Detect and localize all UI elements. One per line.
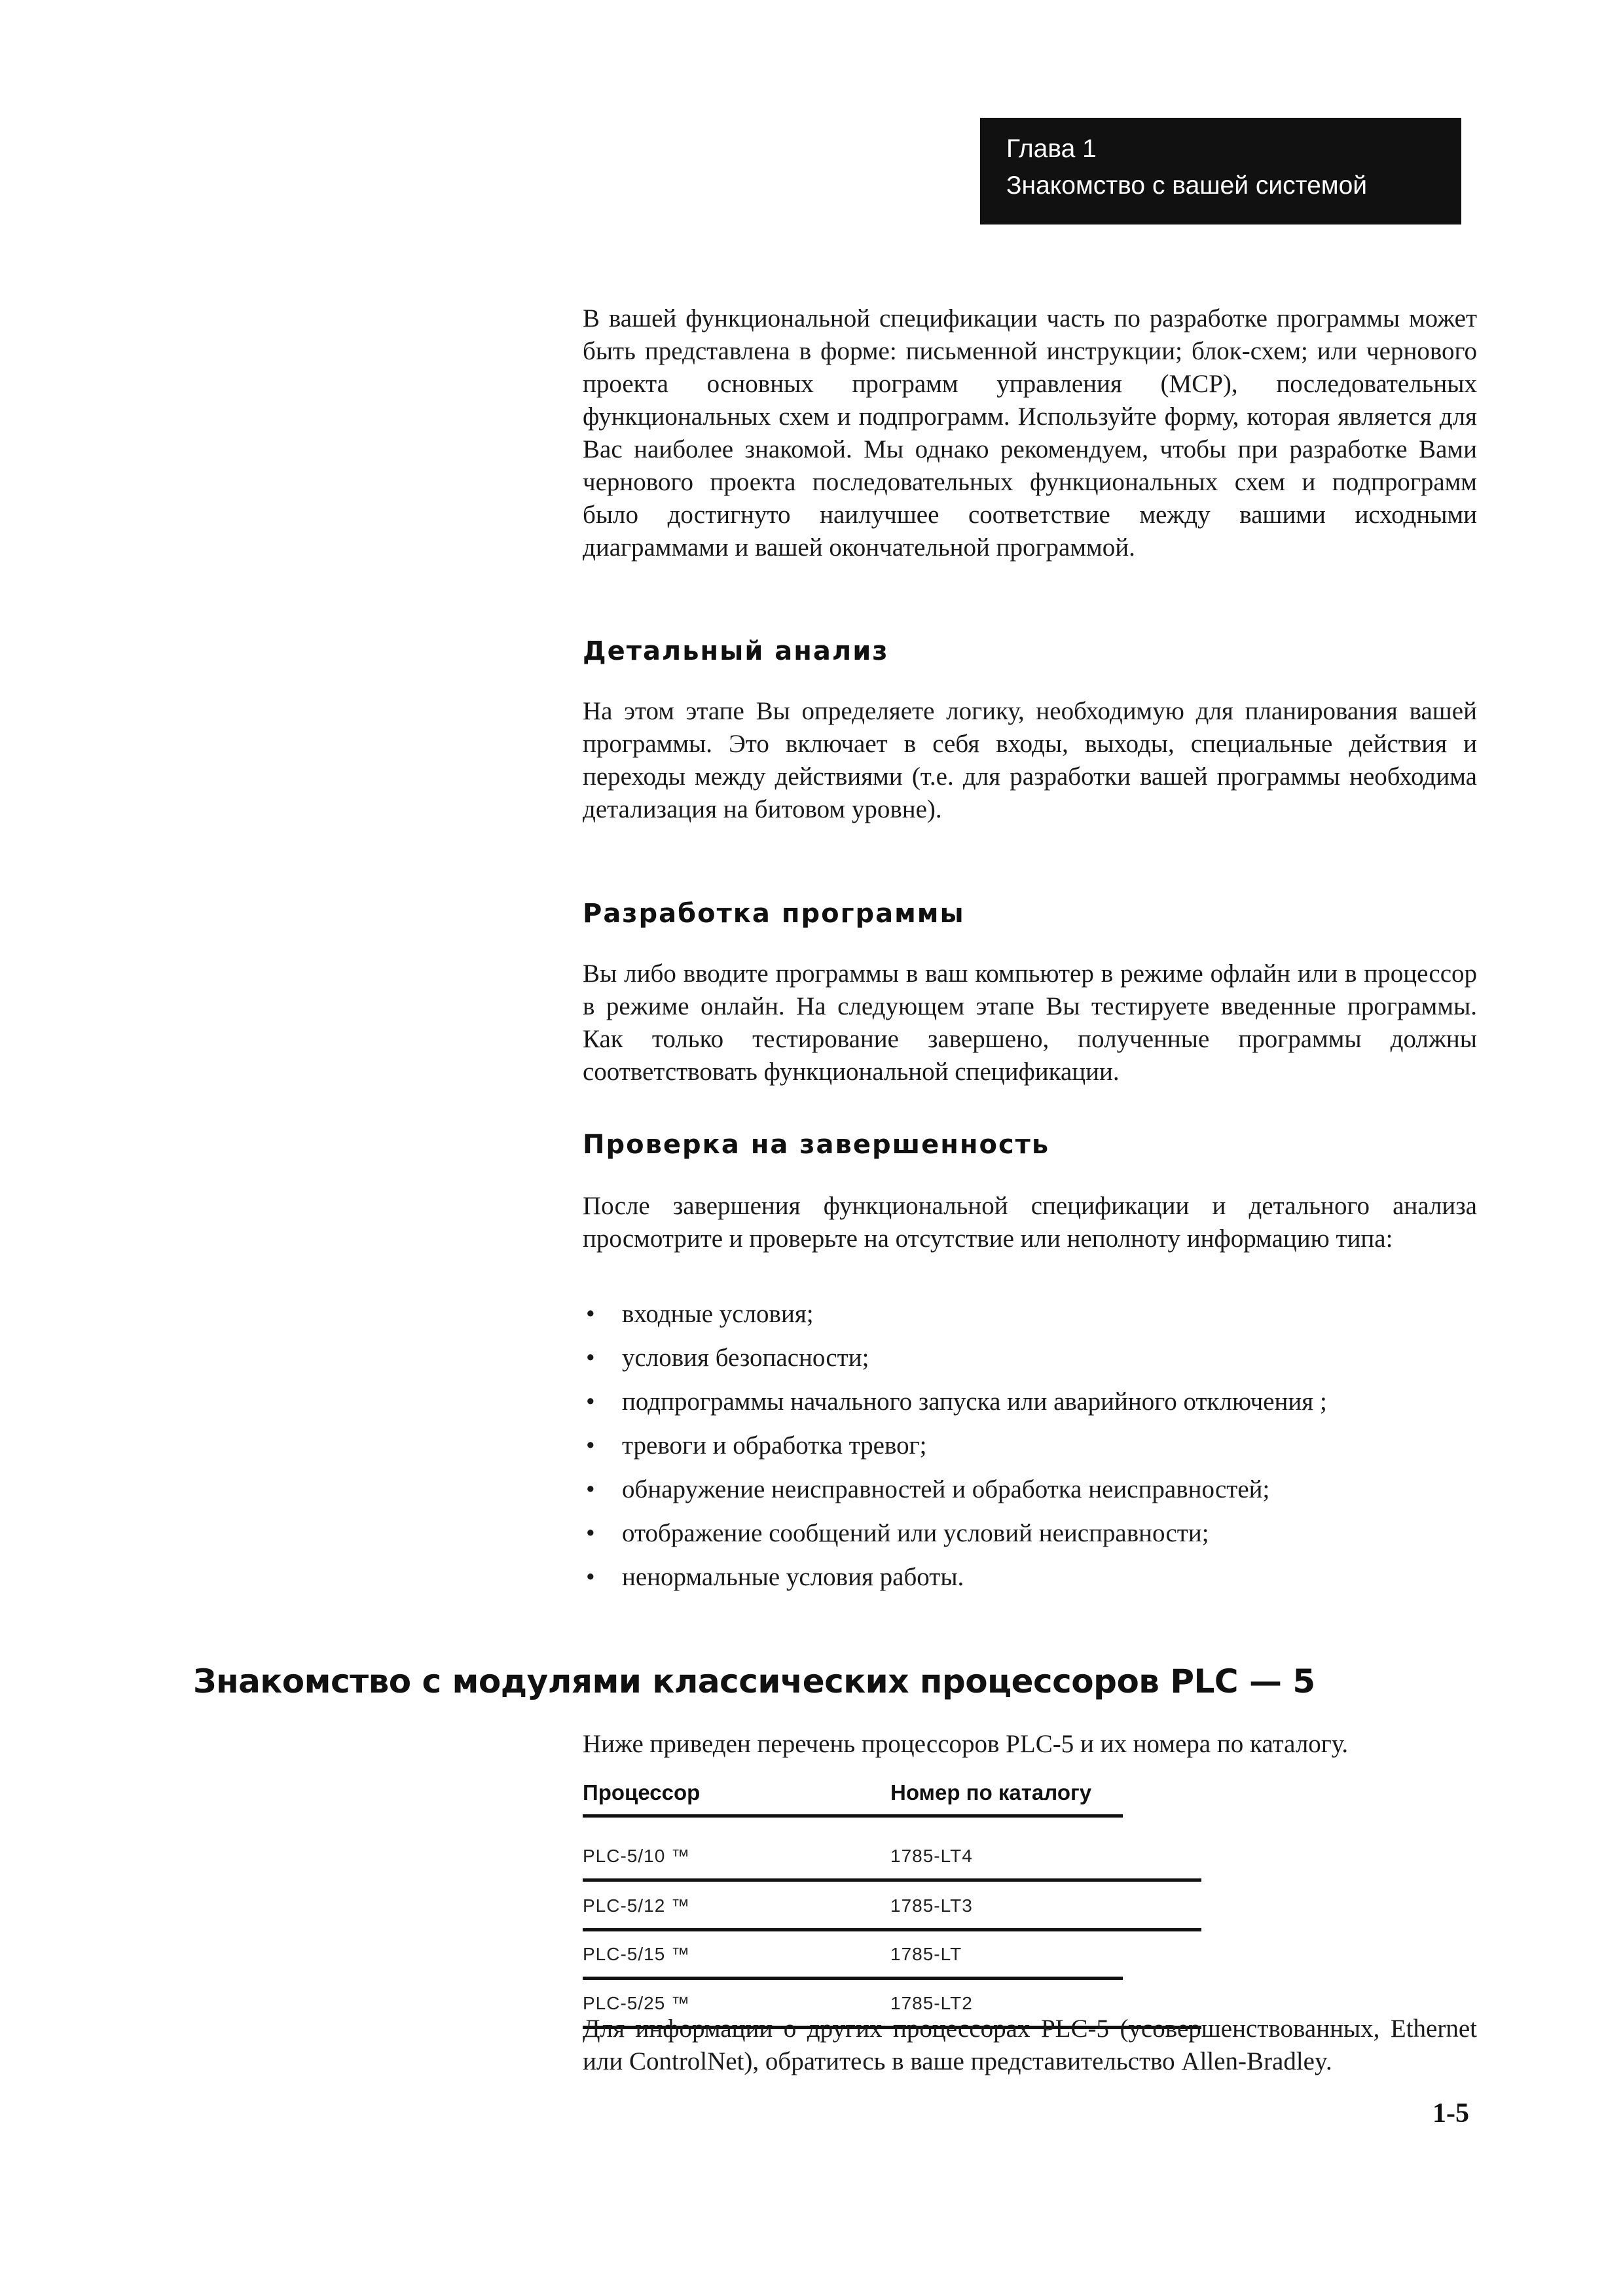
completeness-list-wrap (583, 1298, 1477, 1605)
completeness-heading-wrap (583, 1130, 1477, 1160)
bullet-icon: • (586, 1300, 595, 1328)
program-development-text: Вы либо вводите программы в ваш компьютер в режиме офлайн или в процессор в режиме онлайн. На следующем этапе Вы тестируете введенные программы. Как только тестирование завершено, полученные программы должны соответствовать функциональной спецификации. (583, 960, 1477, 1086)
processors-heading: Знакомство с модулями классических процессоров PLC — 5 (193, 1662, 1315, 1700)
completeness-section (583, 1190, 1477, 1255)
section-heading-completeness-check: Проверка на завершенность (583, 1130, 1050, 1160)
list-item: • отображение сообщений или условий неисправности; (583, 1517, 1477, 1561)
chapter-title: Знакомство с вашей системой (1006, 171, 1368, 200)
chapter-number: Глава 1 (1006, 135, 1097, 163)
bullet-icon: • (586, 1431, 595, 1460)
list-item: • условия безопасности; (583, 1342, 1477, 1386)
table-cell-processor: PLC-5/25 ™ (583, 1993, 691, 2013)
list-item: • обнаружение неисправностей и обработка неисправностей; (583, 1473, 1477, 1517)
program-development-section (583, 958, 1477, 1088)
bullet-icon: • (586, 1475, 595, 1503)
intro-section (583, 302, 1477, 564)
table-cell-processor: PLC-5/12 ™ (583, 1895, 691, 1916)
table-cell-catalog: 1785-LT4 (890, 1846, 973, 1866)
list-item: • подпрограммы начального запуска или аварийного отключения ; (583, 1386, 1477, 1429)
chapter-header (980, 118, 1461, 224)
page-number: 1-5 (1432, 2098, 1469, 2128)
bullet-icon: • (586, 1344, 595, 1372)
completeness-list (583, 1298, 1477, 1605)
list-item: • тревоги и обработка тревог; (583, 1429, 1477, 1473)
table-cell-catalog: 1785-LT2 (890, 1993, 973, 2013)
processors-footer-text: Для информации о других процессорах PLC-5 (усовершенствованных, Ethernet или ControlNet), обратитесь в ваше представительство Allen-Bradley. (583, 2015, 1477, 2075)
table-cell-processor: PLC-5/10 ™ (583, 1846, 691, 1866)
processors-footer-wrap (583, 2013, 1477, 2078)
processors-intro-wrap (583, 1728, 1477, 1761)
bullet-icon: • (586, 1519, 595, 1547)
completeness-text: После завершения функциональной спецификации и детального анализа просмотрите и проверьте на отсутствие или неполноту информацию типа: (583, 1192, 1477, 1253)
bullet-icon: • (586, 1563, 595, 1591)
table-cell-processor: PLC-5/15 ™ (583, 1944, 691, 1964)
table-cell-catalog: 1785-LT (890, 1944, 962, 1964)
detailed-analysis-heading-wrap (583, 636, 1477, 666)
list-item: • входные условия; (583, 1298, 1477, 1342)
table-cell-catalog: 1785-LT3 (890, 1895, 973, 1916)
section-heading-detailed-analysis: Детальный анализ (583, 636, 889, 666)
intro-paragraph: В вашей функциональной спецификации часть по разработке программы может быть представлена в форме: письменной инструкции; блок-схем; или чернового проекта основных программ управления (MCP), последовательных функциональных схем и подпрограмм. Используйте форму, которая является для Вас наиболее знакомой. Мы однако рекомендуем, чтобы при разработке Вами чернового проекта последовательных функциональных схем и подпрограмм было достигнуто наилучшее соответствие между вашими исходными диаграммами и вашей окончательной программой. (583, 304, 1477, 562)
detailed-analysis-text: На этом этапе Вы определяете логику, необходимую для планирования вашей программы. Это включает в себя входы, выходы, специальные действия и переходы между действиями (т.е. для разработки вашей программы необходима детализация на битовом уровне). (583, 697, 1477, 823)
table-rule (583, 1977, 1123, 1980)
table-rule (583, 1878, 1201, 1882)
table-rule (583, 1928, 1201, 1931)
table-header-catalog: Номер по каталогу (890, 1780, 1092, 1804)
table-rule (583, 1814, 1123, 1818)
program-development-heading-wrap (583, 899, 1477, 929)
table-header-processor: Процессор (583, 1780, 701, 1804)
bullet-icon: • (586, 1388, 595, 1416)
processors-intro: Ниже приведен перечень процессоров PLC-5 и их номера по каталогу. (583, 1730, 1349, 1758)
section-heading-program-development: Разработка программы (583, 899, 965, 929)
list-item: • ненормальные условия работы. (583, 1561, 1477, 1605)
detailed-analysis-section (583, 695, 1477, 826)
